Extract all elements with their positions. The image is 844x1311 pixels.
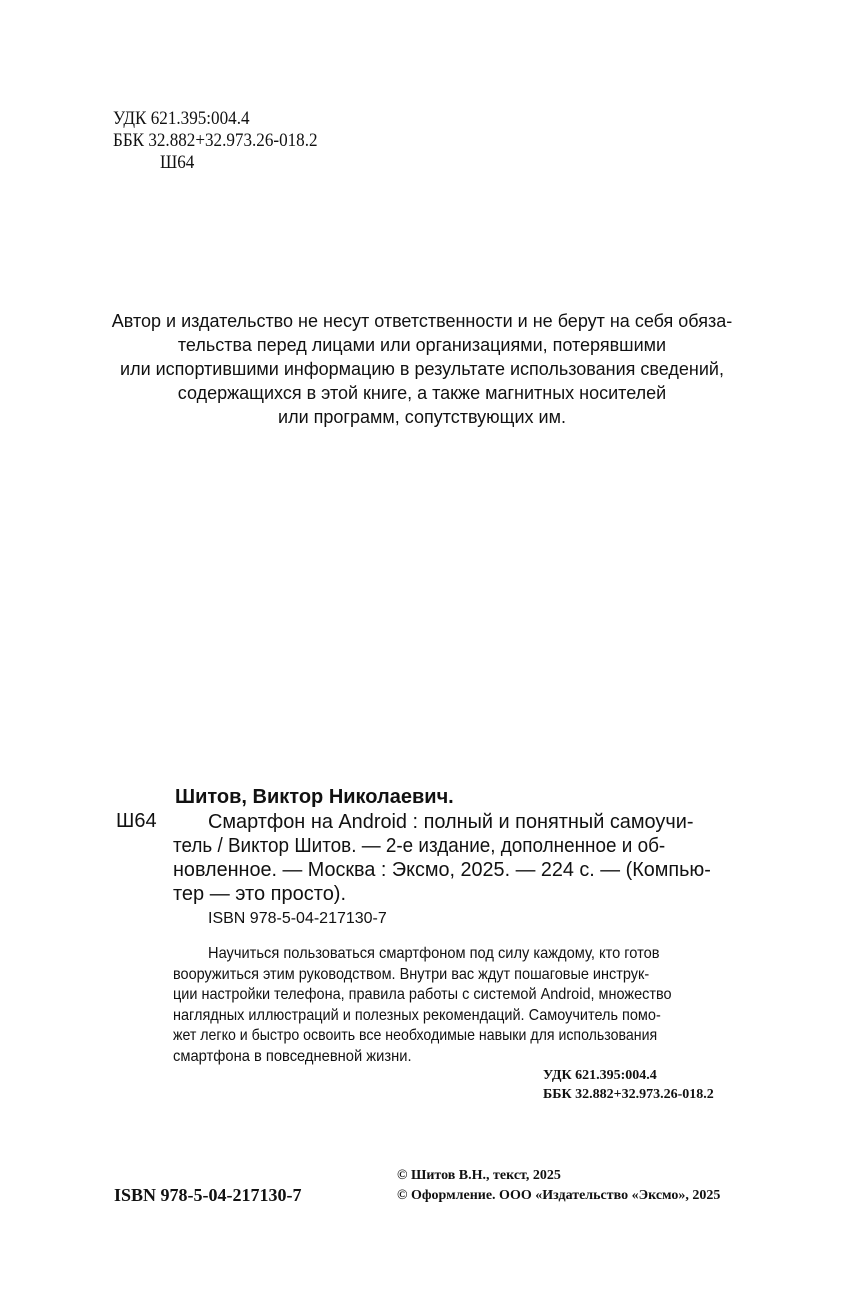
description-line: Смартфон на Android : полный и понятный самоучи- <box>208 811 694 833</box>
catalog-author: Шитов, Виктор Николаевич. <box>175 786 454 808</box>
annotation-line: жет легко и быстро освоить все необходимые навыки для использования <box>173 1027 658 1044</box>
disclaimer <box>100 309 744 429</box>
disclaimer-line: содержащихся в этой книге, а также магнитных носителей <box>177 383 667 403</box>
annotation-line: ции настройки телефона, правила работы с системой Android, множество <box>173 986 672 1003</box>
footer-isbn: ISBN 978-5-04-217130-7 <box>114 1185 302 1205</box>
description-line: новленное. — Москва : Эксмо, 2025. — 224 с. — (Компью- <box>173 859 711 881</box>
catalog-shelf-mark: Ш64 <box>116 810 157 832</box>
catalog-isbn: ISBN 978-5-04-217130-7 <box>208 910 387 927</box>
bbk-code: ББК 32.882+32.973.26-018.2 <box>113 130 318 151</box>
disclaimer-line: Автор и издательство не несут ответственности и не берут на себя обяза- <box>111 311 733 331</box>
catalog-codes <box>543 1066 714 1104</box>
description-line: тер — это просто). <box>173 883 347 905</box>
description-line: тель / Виктор Шитов. — 2-е издание, дополненное и об- <box>173 835 666 857</box>
catalog-udk: УДК 621.395:004.4 <box>543 1068 657 1083</box>
disclaimer-line: или программ, сопутствующих им. <box>278 407 566 427</box>
annotation-line: Научиться пользоваться смартфоном под силу каждому, кто готов <box>208 945 660 962</box>
copyright-line: © Шитов В.Н., текст, 2025 <box>397 1168 561 1183</box>
disclaimer-line: тельства перед лицами или организациями, потерявшими <box>177 335 667 355</box>
catalog-description <box>173 810 732 906</box>
catalog-bbk: ББК 32.882+32.973.26-018.2 <box>543 1087 714 1102</box>
annotation-line: смартфона в повседневной жизни. <box>173 1047 412 1065</box>
disclaimer-line: или испортившими информацию в результате использования сведений, <box>120 359 724 379</box>
header-codes <box>113 108 340 174</box>
udk-code: УДК 621.395:004.4 <box>113 108 250 129</box>
copyright-block <box>397 1166 720 1206</box>
annotation-line: вооружиться этим руководством. Внутри вас ждут пошаговые инструк- <box>173 965 650 983</box>
catalog-annotation <box>173 944 724 1067</box>
copyright-line: © Оформление. ООО «Издательство «Эксмо», 2025 <box>397 1188 721 1203</box>
author-mark: Ш64 <box>160 152 195 173</box>
annotation-line: наглядных иллюстраций и полезных рекомендаций. Самоучитель помо- <box>173 1006 661 1024</box>
